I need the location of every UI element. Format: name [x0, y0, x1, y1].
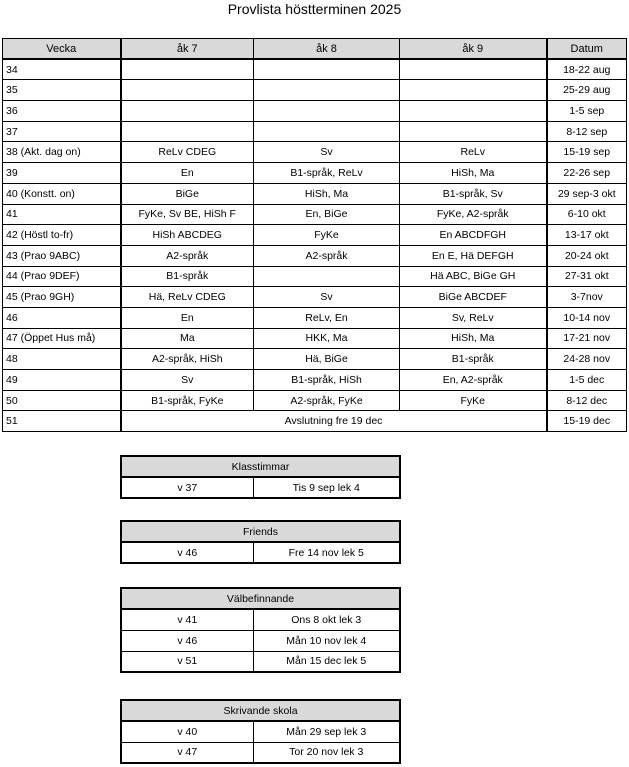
- cell-datum: 6-10 okt: [547, 204, 627, 225]
- klasstimmar-week: v 37: [121, 477, 253, 498]
- cell-ak9: Hä ABC, BiGe GH: [400, 266, 547, 287]
- valbefinnande-week: v 51: [121, 651, 253, 672]
- cell-vecka: 43 (Prao 9ABC): [3, 245, 121, 266]
- table-row: [3, 287, 627, 308]
- friends-row: [121, 542, 400, 563]
- cell-ak8: A2-språk: [254, 245, 400, 266]
- skrivande-title: Skrivande skola: [121, 700, 400, 721]
- valbefinnande-row: [121, 630, 400, 651]
- cell-ak9: HiSh, Ma: [400, 163, 547, 184]
- cell-ak7: BiGe: [121, 183, 254, 204]
- valbefinnande-time: Mån 15 dec lek 5: [253, 651, 400, 672]
- cell-ak9: FyKe, A2-språk: [400, 204, 547, 225]
- friends-week: v 46: [121, 542, 253, 563]
- friends-table: [120, 520, 401, 564]
- cell-vecka: 37: [3, 121, 121, 142]
- cell-ak7: B1-språk: [121, 266, 254, 287]
- table-row: [3, 204, 627, 225]
- table-row: [3, 307, 627, 328]
- table-row: [3, 370, 627, 391]
- header-ak7: åk 7: [121, 39, 254, 60]
- cell-ak8: Sv: [254, 287, 400, 308]
- cell-vecka: 44 (Prao 9DEF): [3, 266, 121, 287]
- table-row: [3, 266, 627, 287]
- cell-ak8: Sv: [254, 142, 400, 163]
- header-ak9: åk 9: [400, 39, 547, 60]
- table-row: [3, 390, 627, 411]
- table-row: [3, 245, 627, 266]
- cell-ak7: [121, 101, 254, 122]
- page-title: Provlista höstterminen 2025: [227, 1, 402, 17]
- cell-datum: 1-5 sep: [547, 101, 627, 122]
- friends-time: Fre 14 nov lek 5: [253, 542, 400, 563]
- cell-datum: 8-12 dec: [547, 390, 627, 411]
- cell-ak8: A2-språk, FyKe: [254, 390, 400, 411]
- table-row: [3, 225, 627, 246]
- cell-vecka: 48: [3, 349, 121, 370]
- cell-ak8: En, BiGe: [254, 204, 400, 225]
- table-row: [3, 411, 627, 432]
- table-row: [3, 328, 627, 349]
- skrivande-week: v 47: [121, 742, 253, 763]
- skrivande-table: [120, 699, 401, 764]
- cell-ak8: HKK, Ma: [254, 328, 400, 349]
- klasstimmar-table: [120, 455, 401, 499]
- cell-datum: 24-28 nov: [547, 349, 627, 370]
- header-vecka: Vecka: [3, 39, 121, 60]
- cell-ak7: [121, 121, 254, 142]
- cell-ak9: HiSh, Ma: [400, 328, 547, 349]
- cell-ak7: [121, 80, 254, 101]
- cell-ak8: [254, 59, 400, 80]
- table-row: [3, 142, 627, 163]
- skrivande-time: Tor 20 nov lek 3: [253, 742, 400, 763]
- cell-ak7: En: [121, 163, 254, 184]
- cell-ak8: B1-språk, HiSh: [254, 370, 400, 391]
- cell-ak8: [254, 101, 400, 122]
- valbefinnande-table: [120, 587, 401, 673]
- table-row: [3, 183, 627, 204]
- cell-datum: 29 sep-3 okt: [547, 183, 627, 204]
- table-row: [3, 80, 627, 101]
- table-row: [3, 101, 627, 122]
- cell-ak7: A2-språk, HiSh: [121, 349, 254, 370]
- cell-datum: 17-21 nov: [547, 328, 627, 349]
- cell-ak9: Sv, ReLv: [400, 307, 547, 328]
- cell-datum: 10-14 nov: [547, 307, 627, 328]
- friends-title: Friends: [121, 521, 400, 542]
- cell-vecka: 38 (Akt. dag on): [3, 142, 121, 163]
- cell-ak8: FyKe: [254, 225, 400, 246]
- cell-vecka: 49: [3, 370, 121, 391]
- cell-vecka: 42 (Höstl to-fr): [3, 225, 121, 246]
- cell-ak9: En, A2-språk: [400, 370, 547, 391]
- cell-ak9: [400, 101, 547, 122]
- cell-vecka: 40 (Konstt. on): [3, 183, 121, 204]
- cell-datum: 8-12 sep: [547, 121, 627, 142]
- cell-vecka: 50: [3, 390, 121, 411]
- cell-ak7: FyKe, Sv BE, HiSh F: [121, 204, 254, 225]
- cell-ak8: B1-språk, ReLv: [254, 163, 400, 184]
- cell-ak7: A2-språk: [121, 245, 254, 266]
- cell-ak7: Sv: [121, 370, 254, 391]
- cell-datum: 13-17 okt: [547, 225, 627, 246]
- cell-vecka: 39: [3, 163, 121, 184]
- valbefinnande-time: Ons 8 okt lek 3: [253, 609, 400, 630]
- cell-ak7: HiSh ABCDEG: [121, 225, 254, 246]
- table-row: [3, 59, 627, 80]
- cell-ak8: HiSh, Ma: [254, 183, 400, 204]
- cell-vecka: 41: [3, 204, 121, 225]
- header-ak8: åk 8: [254, 39, 400, 60]
- cell-ak9: B1-språk: [400, 349, 547, 370]
- cell-vecka: 47 (Öppet Hus må): [3, 328, 121, 349]
- cell-ak9: BiGe ABCDEF: [400, 287, 547, 308]
- table-row: [3, 163, 627, 184]
- cell-vecka: 36: [3, 101, 121, 122]
- cell-datum: 27-31 okt: [547, 266, 627, 287]
- cell-datum: 15-19 dec: [547, 411, 627, 432]
- table-row: [3, 349, 627, 370]
- cell-ak7: Ma: [121, 328, 254, 349]
- cell-datum: 3-7nov: [547, 287, 627, 308]
- klasstimmar-row: [121, 477, 400, 498]
- valbefinnande-week: v 41: [121, 609, 253, 630]
- cell-ak9: [400, 59, 547, 80]
- cell-vecka: 34: [3, 59, 121, 80]
- cell-datum: 22-26 sep: [547, 163, 627, 184]
- cell-ak8: [254, 80, 400, 101]
- cell-datum: 1-5 dec: [547, 370, 627, 391]
- skrivande-row: [121, 742, 400, 763]
- cell-merged: Avslutning fre 19 dec: [121, 411, 547, 432]
- cell-datum: 15-19 sep: [547, 142, 627, 163]
- cell-datum: 20-24 okt: [547, 245, 627, 266]
- cell-ak9: ReLv: [400, 142, 547, 163]
- cell-ak7: [121, 59, 254, 80]
- valbefinnande-row: [121, 609, 400, 630]
- cell-ak8: [254, 266, 400, 287]
- klasstimmar-title: Klasstimmar: [121, 456, 400, 477]
- cell-ak9: En E, Hä DEFGH: [400, 245, 547, 266]
- skrivande-row: [121, 721, 400, 742]
- valbefinnande-time: Mån 10 nov lek 4: [253, 630, 400, 651]
- valbefinnande-week: v 46: [121, 630, 253, 651]
- cell-ak9: FyKe: [400, 390, 547, 411]
- cell-ak7: En: [121, 307, 254, 328]
- cell-ak7: Hä, ReLv CDEG: [121, 287, 254, 308]
- valbefinnande-row: [121, 651, 400, 672]
- skrivande-time: Mån 29 sep lek 3: [253, 721, 400, 742]
- cell-vecka: 51: [3, 411, 121, 432]
- cell-ak8: ReLv, En: [254, 307, 400, 328]
- header-datum: Datum: [547, 39, 627, 60]
- header-row: [3, 39, 627, 60]
- cell-ak9: [400, 80, 547, 101]
- cell-vecka: 35: [3, 80, 121, 101]
- schedule-table: [2, 38, 627, 432]
- cell-ak8: [254, 121, 400, 142]
- cell-ak8: Hä, BiGe: [254, 349, 400, 370]
- cell-datum: 25-29 aug: [547, 80, 627, 101]
- cell-vecka: 45 (Prao 9GH): [3, 287, 121, 308]
- cell-ak9: B1-språk, Sv: [400, 183, 547, 204]
- table-row: [3, 121, 627, 142]
- skrivande-week: v 40: [121, 721, 253, 742]
- klasstimmar-time: Tis 9 sep lek 4: [253, 477, 400, 498]
- cell-datum: 18-22 aug: [547, 59, 627, 80]
- cell-vecka: 46: [3, 307, 121, 328]
- cell-ak7: ReLv CDEG: [121, 142, 254, 163]
- cell-ak9: [400, 121, 547, 142]
- cell-ak7: B1-språk, FyKe: [121, 390, 254, 411]
- cell-ak9: En ABCDFGH: [400, 225, 547, 246]
- valbefinnande-title: Välbefinnande: [121, 588, 400, 609]
